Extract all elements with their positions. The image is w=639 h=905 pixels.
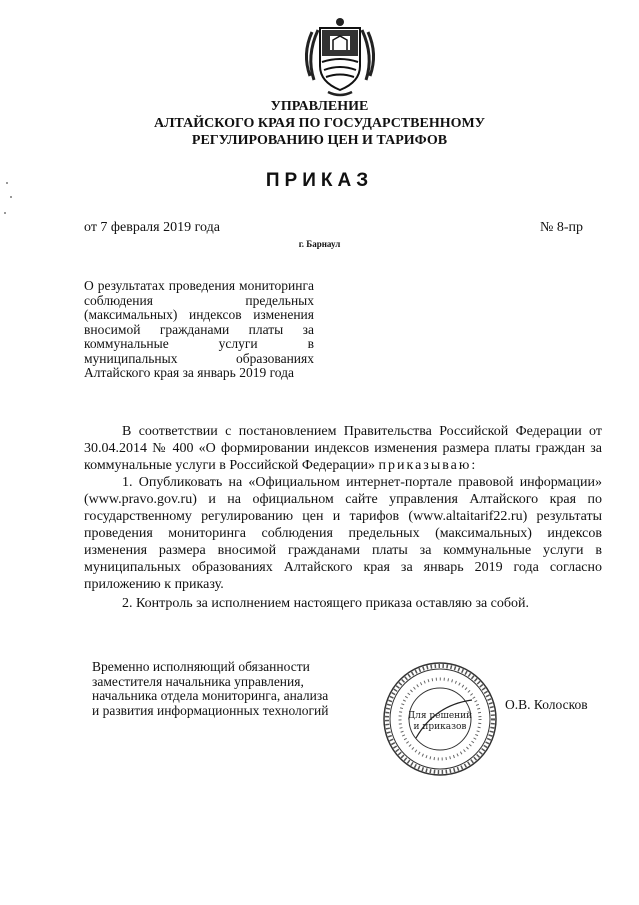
- preamble-text: В соответствии с постановлением Правительства Российской Федерации от 30.04.2014 № 400 «О формировании индексов изменения размера платы граждан за коммунальные услуги в Российской Федерации»: [84, 424, 602, 473]
- document-city: г. Барнаул: [298, 239, 341, 249]
- signatory-position-line: заместителя начальника управления,: [92, 673, 304, 689]
- signatory-position-line: начальника отдела мониторинга, анализа: [92, 688, 329, 703]
- signatory-position: [92, 660, 382, 718]
- document-title: ПРИКАЗ: [265, 170, 374, 191]
- document-number: № 8-пр: [540, 220, 584, 235]
- signatory-name: О.В. Колосков: [505, 697, 588, 712]
- item-1-paragraph: 1. Опубликовать на «Официальном интернет-портале правовой информации» (www.pravo.gov.ru) и на официальном сайте управления Алтайского края по государственному регулированию цен и тарифов (www.altaitarif22.ru) результаты проведения мониторинга соблюдения предельных (максимальных) индексов изменения размера вносимой гражданами платы за коммунальные услуги в муниципальных образованиях Алтайского края за январь 2019 года согласно приложению к приказу.: [84, 475, 602, 592]
- org-name-line-2: АЛТАЙСКОГО КРАЯ ПО ГОСУДАРСТВЕННОМУ: [154, 116, 485, 131]
- stamp-text-line-1: Для решений: [407, 711, 473, 721]
- official-round-stamp-icon: [380, 660, 500, 778]
- signatory-position-line: и развития информационных технологий: [92, 702, 329, 718]
- altai-krai-coat-of-arms-icon: [300, 14, 380, 100]
- document-subject: О результатах проведения мониторинга соблюдения предельных (максимальных) индексов изменения вносимой гражданами платы за коммунальные услуги в муниципальных образованиях Алтайского края за январь 2019 года: [84, 278, 314, 380]
- preamble-verb: приказываю:: [378, 458, 478, 473]
- org-name-line-3: РЕГУЛИРОВАНИЮ ЦЕН И ТАРИФОВ: [191, 133, 448, 148]
- document-date: от 7 февраля 2019 года: [84, 220, 220, 235]
- scan-mark: [4, 212, 6, 214]
- item-2-paragraph: 2. Контроль за исполнением настоящего приказа оставляю за собой.: [122, 596, 530, 611]
- preamble-paragraph: [84, 423, 602, 474]
- org-name-line-1: УПРАВЛЕНИЕ: [270, 99, 369, 114]
- scan-mark: [6, 182, 8, 184]
- signatory-position-line: Временно исполняющий обязанности: [92, 659, 310, 674]
- stamp-text-line-2: и приказов: [413, 722, 467, 732]
- scan-mark: [10, 196, 12, 198]
